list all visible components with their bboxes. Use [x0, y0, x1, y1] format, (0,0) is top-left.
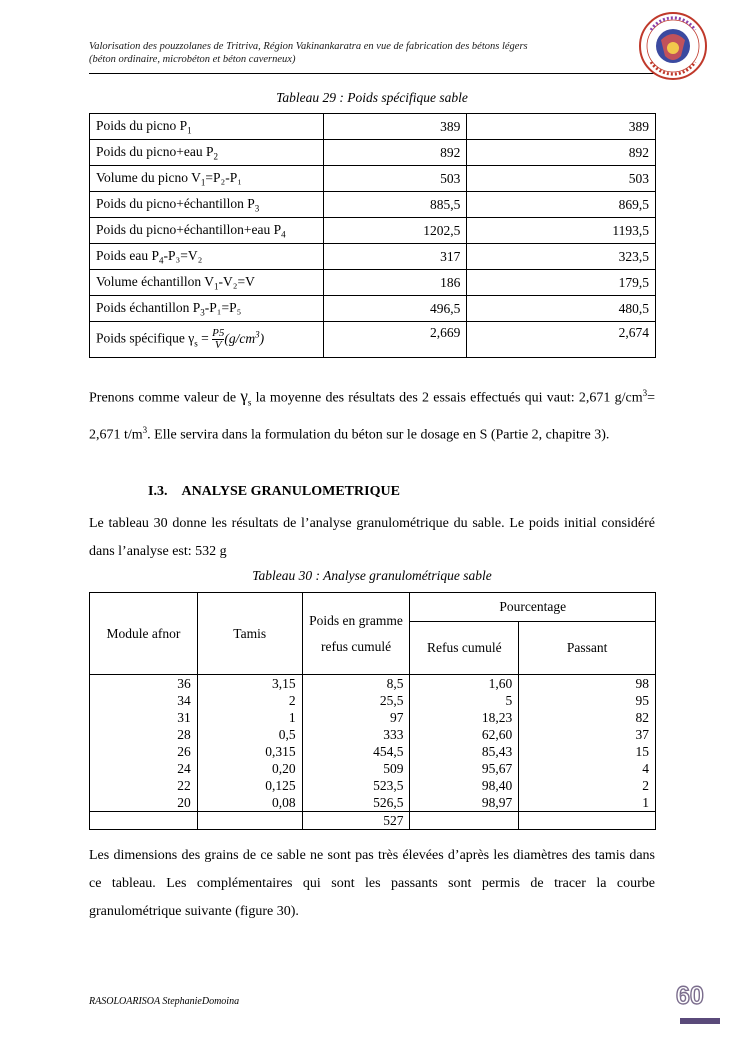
row-label: Poids échantillon $P_3-P_1=P_5$	[90, 296, 324, 322]
table-29-caption: Tableau 29 : Poids spécifique sable	[276, 90, 468, 105]
cell-tamis: 0,08	[197, 794, 302, 812]
page-number-bar	[680, 1018, 720, 1024]
table-cell: 2,674	[467, 322, 656, 358]
paragraph-table-30-intro: Le tableau 30 donne les résultats de l’analyse granulométrique du sable. Le poids initial considéré dans l’analyse est: 532 g	[89, 516, 655, 559]
row-label: Volume échantillon $V_1-V_2=V$	[90, 270, 324, 296]
row-label: Volume du picno $V_1=P_2-P_1$	[90, 166, 324, 192]
table-cell: 179,5	[467, 270, 656, 296]
cell-refus: 18,23	[410, 709, 519, 726]
paragraph-grain-dimensions: Les dimensions des grains de ce sable ne sont pas très élevées d’après les diamètres des tamis dans ce tableau. Les complémentaires qui sont les passants sont permis de tracer la courbe granulométrique suivante (figure 30).	[89, 848, 655, 919]
specific-weight-label: Poids spécifique $\gamma_s$ = $\frac{P5}{V}$ $(g/cm^3)$	[90, 322, 324, 358]
header-divider	[89, 73, 655, 74]
cell-module: 24	[90, 760, 198, 777]
table-30	[89, 592, 656, 830]
cell-tamis: 3,15	[197, 675, 302, 693]
table-row	[90, 812, 656, 830]
cell-tamis	[197, 812, 302, 830]
cell-passant: 15	[519, 743, 656, 760]
cell-tamis: 2	[197, 692, 302, 709]
cell-tamis: 1	[197, 709, 302, 726]
cell-refus: 62,60	[410, 726, 519, 743]
table-cell: 389	[323, 114, 467, 140]
cell-module: 31	[90, 709, 198, 726]
cell-passant: 98	[519, 675, 656, 693]
table-cell: 503	[467, 166, 656, 192]
table-row	[90, 709, 656, 726]
table-cell: 480,5	[467, 296, 656, 322]
table-cell: 496,5	[323, 296, 467, 322]
table-cell: 869,5	[467, 192, 656, 218]
table-cell: 1193,5	[467, 218, 656, 244]
table-row	[90, 296, 656, 322]
table-row	[90, 760, 656, 777]
table-cell: 323,5	[467, 244, 656, 270]
faculty-seal-logo	[637, 10, 709, 82]
header-line-1: Valorisation des pouzzolanes de Tritriva, Région Vakinankaratra en vue de fabrication des bétons légers	[89, 41, 528, 52]
table-29	[89, 113, 656, 358]
cell-tamis: 0,20	[197, 760, 302, 777]
table-header-row	[90, 593, 656, 622]
cell-tamis: 0,5	[197, 726, 302, 743]
table-row	[90, 777, 656, 794]
cell-poids: 454,5	[302, 743, 410, 760]
cell-poids: 333	[302, 726, 410, 743]
cell-refus: 98,40	[410, 777, 519, 794]
header-pourcentage: Pourcentage	[410, 593, 656, 622]
header-line-2: (béton ordinaire, microbéton et béton caverneux)	[89, 54, 296, 65]
row-label: Poids du picno+échantillon $P_3$	[90, 192, 324, 218]
section-title: ANALYSE GRANULOMETRIQUE	[181, 484, 400, 499]
cell-poids: 97	[302, 709, 410, 726]
table-cell: 186	[323, 270, 467, 296]
page-number: 60	[676, 982, 704, 1010]
cell-passant: 2	[519, 777, 656, 794]
row-label: Poids du picno+eau $P_2$	[90, 140, 324, 166]
cell-poids: 25,5	[302, 692, 410, 709]
row-label: Poids du picno $P_1$	[90, 114, 324, 140]
table-cell: 885,5	[323, 192, 467, 218]
cell-module: 28	[90, 726, 198, 743]
cell-module: 20	[90, 794, 198, 812]
cell-passant: 95	[519, 692, 656, 709]
section-number: I.3.	[148, 484, 168, 499]
section-heading	[148, 484, 400, 500]
table-row	[90, 166, 656, 192]
table-row	[90, 675, 656, 693]
header-refus-cumule: Refus cumulé	[410, 622, 519, 675]
table-row	[90, 218, 656, 244]
cell-refus: 98,97	[410, 794, 519, 812]
fraction: $\frac{P5}{V}$	[212, 327, 225, 351]
cell-poids: 526,5	[302, 794, 410, 812]
cell-poids: 523,5	[302, 777, 410, 794]
cell-module: 22	[90, 777, 198, 794]
cell-passant: 4	[519, 760, 656, 777]
table-row	[90, 270, 656, 296]
cell-poids: 509	[302, 760, 410, 777]
cell-poids: 527	[302, 812, 410, 830]
paragraph-gamma-average: Prenons comme valeur de $\gamma_s$ la moyenne des résultats des 2 essais effectués qui vaut: 2,671 $g/cm^3= 2,671$ $t/m^3$. Elle servira dans la formulation du béton sur le dosage en S (Partie 2, chapitre 3).	[89, 386, 656, 444]
cell-refus	[410, 812, 519, 830]
table-row	[90, 322, 656, 358]
footer-author: RASOLOARISOA StephanieDomoina	[89, 996, 240, 1007]
row-label: Poids du picno+échantillon+eau $P_4$	[90, 218, 324, 244]
table-cell: 503	[323, 166, 467, 192]
table-row	[90, 192, 656, 218]
table-row	[90, 244, 656, 270]
cell-module: 34	[90, 692, 198, 709]
cell-refus: 5	[410, 692, 519, 709]
cell-module: 26	[90, 743, 198, 760]
table-row	[90, 692, 656, 709]
table-row	[90, 140, 656, 166]
table-cell: 1202,5	[323, 218, 467, 244]
running-header	[89, 40, 629, 66]
header-poids-refus: Poids en gramme refus cumulé	[302, 593, 410, 675]
cell-tamis: 0,125	[197, 777, 302, 794]
cell-module	[90, 812, 198, 830]
cell-passant: 1	[519, 794, 656, 812]
cell-refus: 1,60	[410, 675, 519, 693]
table-cell: 389	[467, 114, 656, 140]
cell-refus: 85,43	[410, 743, 519, 760]
table-cell: 892	[467, 140, 656, 166]
cell-passant: 37	[519, 726, 656, 743]
header-passant: Passant	[519, 622, 656, 675]
table-cell: 317	[323, 244, 467, 270]
table-cell: 2,669	[323, 322, 467, 358]
header-tamis: Tamis	[197, 593, 302, 675]
table-row	[90, 726, 656, 743]
row-label: Poids eau $P_4-P_3=V_2$	[90, 244, 324, 270]
table-cell: 892	[323, 140, 467, 166]
table-row	[90, 743, 656, 760]
cell-refus: 95,67	[410, 760, 519, 777]
cell-module: 36	[90, 675, 198, 693]
cell-passant	[519, 812, 656, 830]
table-30-caption: Tableau 30 : Analyse granulométrique sable	[252, 568, 492, 583]
table-row	[90, 794, 656, 812]
cell-tamis: 0,315	[197, 743, 302, 760]
header-module-afnor: Module afnor	[90, 593, 198, 675]
cell-poids: 8,5	[302, 675, 410, 693]
table-row	[90, 114, 656, 140]
cell-passant: 82	[519, 709, 656, 726]
